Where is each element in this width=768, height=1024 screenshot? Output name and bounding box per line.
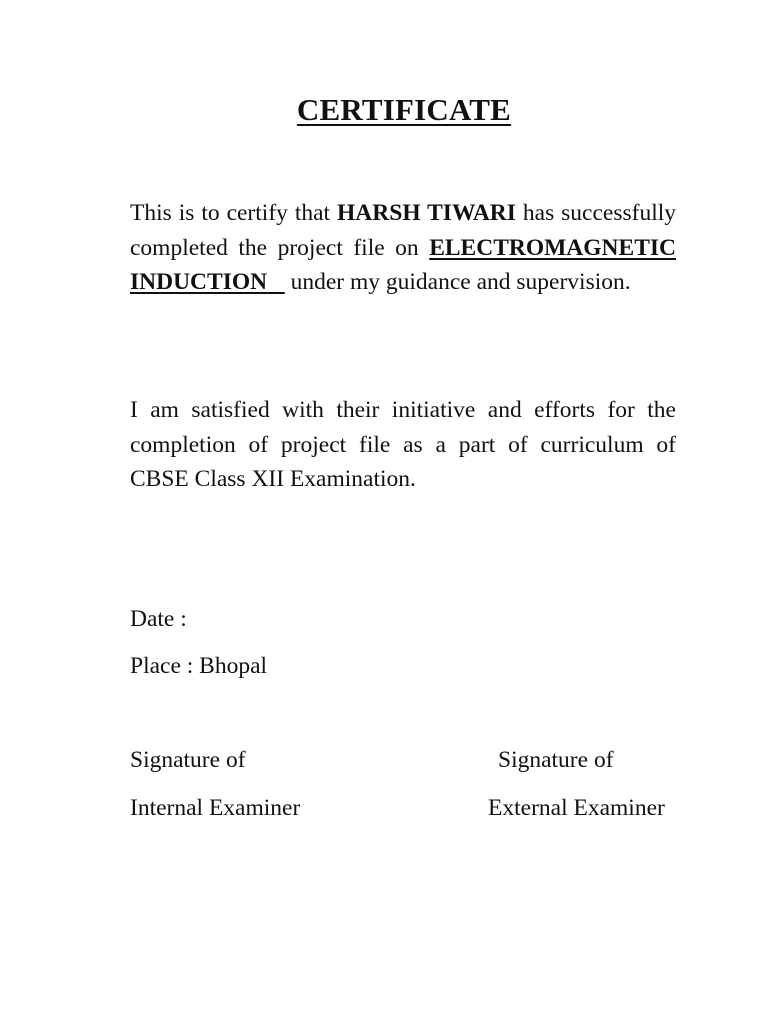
topic-underline-pad — [267, 269, 285, 295]
internal-signature-label: Signature of — [130, 747, 246, 773]
satisfaction-paragraph: I am satisfied with their initiative and efforts for the completion of project file as a part of curriculum of CBSE Class XII Examination. — [130, 397, 676, 492]
place-label: Place : Bhopal — [130, 653, 268, 679]
paragraph-middle: has successfully completed the project file on — [130, 200, 677, 261]
date-label: Date : — [130, 606, 187, 632]
student-name: HARSH TIWARI — [337, 200, 516, 226]
external-examiner-label: External Examiner — [488, 795, 665, 821]
certification-paragraph — [130, 196, 676, 300]
certificate-title: CERTIFICATE — [296, 92, 512, 127]
internal-examiner-label: Internal Examiner — [130, 795, 301, 821]
paragraph-suffix: under my guidance and supervision. — [284, 269, 631, 295]
external-signature-label: Signature of — [498, 747, 614, 773]
paragraph-prefix: This is to certify that — [130, 200, 338, 226]
project-topic: ELECTROMAGNETIC INDUCTION — [130, 234, 676, 295]
